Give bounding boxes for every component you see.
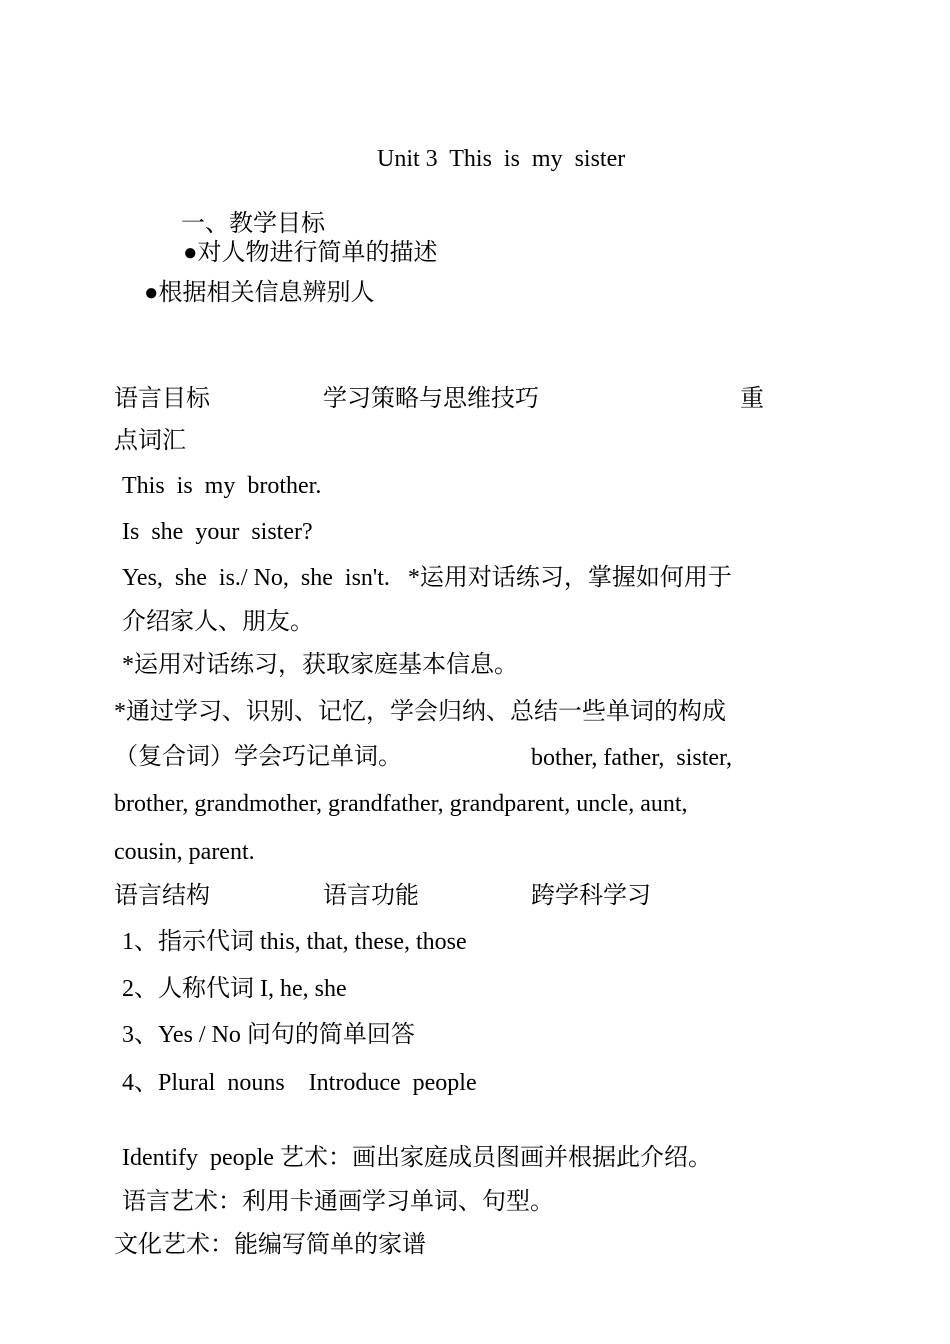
document-title: Unit 3 This is my sister xyxy=(377,146,626,172)
vocabulary-line: bother, father, sister, xyxy=(531,745,733,771)
table-header-vocabulary-cont: 点词汇 xyxy=(114,428,186,454)
structure-item: 1、指示代词 this, that, these, those xyxy=(122,929,467,955)
sentence: *通过学习、识别、记忆，学会归纳、总结一些单词的构成 xyxy=(114,699,726,725)
goal-item: ●根据相关信息辨别人 xyxy=(144,280,375,306)
cross-subject-item: 文化艺术：能编写简单的家谱 xyxy=(114,1232,426,1258)
structure-item: 3、Yes / No 问句的简单回答 xyxy=(122,1022,415,1048)
goal-item: ●对人物进行简单的描述 xyxy=(183,240,438,266)
table-header-vocabulary: 重 xyxy=(740,386,764,412)
sentence: 介绍家人、朋友。 xyxy=(122,609,314,635)
sentence: Is she your sister? xyxy=(122,519,313,545)
sentence: Yes, she is./ No, she isn't. *运用对话练习，掌握如何用于 xyxy=(122,565,732,591)
cross-subject-item: Identify people 艺术：画出家庭成员图画并根据此介绍。 xyxy=(122,1145,712,1171)
table-header-function: 语言功能 xyxy=(323,883,419,909)
sentence: （复合词）学会巧记单词。 xyxy=(114,744,402,770)
table-header-language-goal: 语言目标 xyxy=(114,386,210,412)
vocabulary-line: cousin, parent. xyxy=(114,839,255,865)
section-heading: 一、教学目标 xyxy=(181,209,325,237)
structure-item: 4、Plural nouns Introduce people xyxy=(122,1070,477,1096)
table-header-strategy: 学习策略与思维技巧 xyxy=(323,386,539,412)
cross-subject-item: 语言艺术：利用卡通画学习单词、句型。 xyxy=(122,1189,554,1215)
sentence: *运用对话练习，获取家庭基本信息。 xyxy=(122,652,518,678)
structure-item: 2、人称代词 I, he, she xyxy=(122,976,347,1002)
table-header-structure: 语言结构 xyxy=(114,883,210,909)
table-header-cross-subject: 跨学科学习 xyxy=(531,883,651,909)
sentence: This is my brother. xyxy=(122,473,322,499)
vocabulary-line: brother, grandmother, grandfather, grandparent, uncle, aunt, xyxy=(114,791,688,817)
